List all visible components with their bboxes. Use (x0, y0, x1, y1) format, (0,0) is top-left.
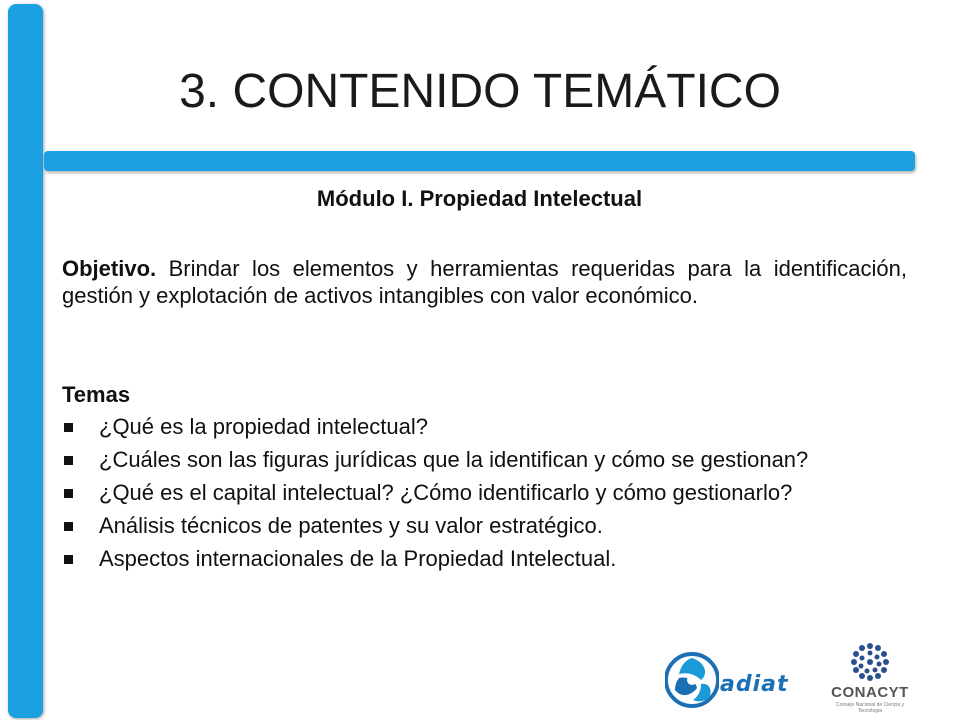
topics-heading: Temas (62, 382, 131, 407)
conacyt-subtitle: Consejo Nacional de Ciencia y Tecnología (835, 702, 905, 714)
topic-text: ¿Qué es la propiedad intelectual? (99, 414, 428, 439)
module-title: Módulo I. Propiedad Intelectual (316, 186, 643, 211)
adiat-wordmark: adiat (720, 672, 789, 697)
square-bullet-icon (64, 555, 73, 564)
conacyt-wordmark: CONACYT (831, 684, 909, 701)
square-bullet-icon (64, 456, 73, 465)
square-bullet-icon (64, 423, 73, 432)
conacyt-logo (825, 640, 915, 720)
adiat-logo (665, 648, 815, 718)
list-item (62, 546, 907, 571)
topic-text: ¿Qué es el capital intelectual? ¿Cómo identificarlo y cómo gestionarlo? (99, 480, 793, 505)
conacyt-emblem-icon (848, 640, 892, 684)
objective-label: Objetivo. (62, 256, 157, 281)
list-item (62, 480, 907, 505)
list-item (62, 447, 907, 472)
title-underline-bar (44, 151, 915, 171)
adiat-swirl-icon (665, 648, 719, 712)
list-item (62, 414, 907, 439)
topic-text: Aspectos internacionales de la Propiedad Intelectual. (99, 546, 617, 571)
list-item (62, 513, 907, 538)
topics-list (62, 414, 907, 579)
topic-text: ¿Cuáles son las figuras jurídicas que la identifican y cómo se gestionan? (99, 447, 809, 472)
square-bullet-icon (64, 489, 73, 498)
topic-text: Análisis técnicos de patentes y su valor estratégico. (99, 513, 603, 538)
slide-title: 3. CONTENIDO TEMÁTICO (179, 65, 781, 118)
footer-logos (665, 640, 915, 720)
square-bullet-icon (64, 522, 73, 531)
objective-text: Brindar los elementos y herramientas requeridas para la identificación, gestión y explotación de activos intangibles con valor económico. (62, 256, 907, 308)
objective-paragraph (62, 255, 907, 309)
